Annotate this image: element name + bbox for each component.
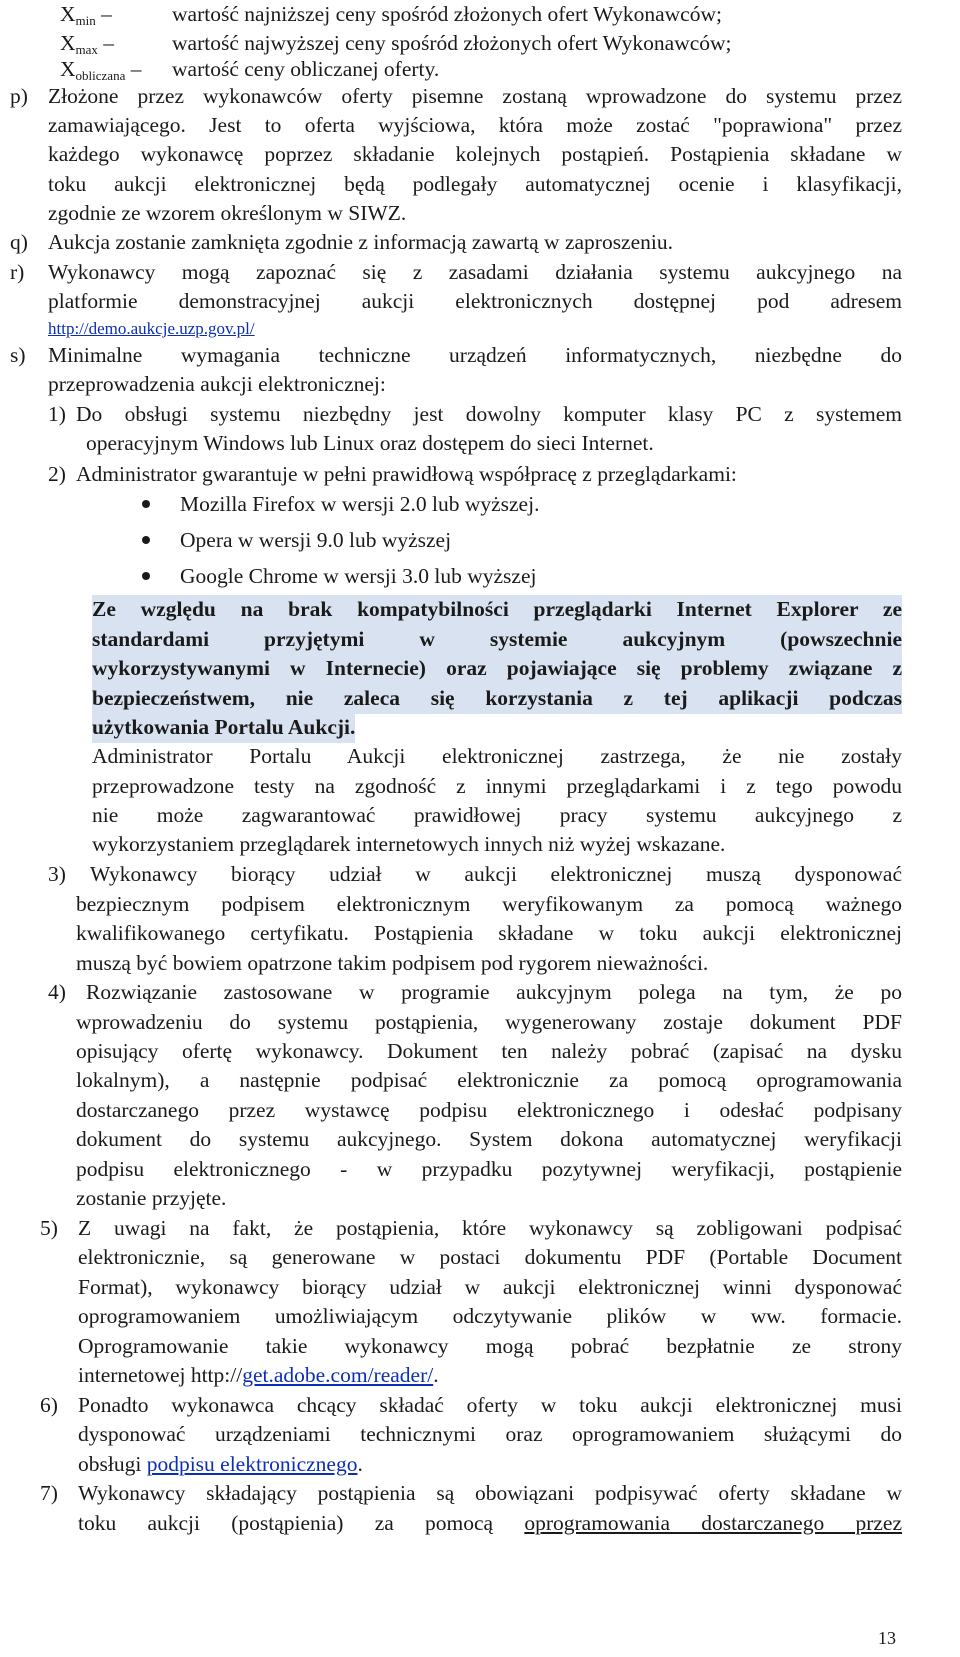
sub3-line: bezpiecznym podpisem elektronicznym weryfikowanym za pomocą ważnego [76, 892, 902, 916]
sub2-text: Administrator gwarantuje w pełni prawidłową współpracę z przeglądarkami: [76, 462, 737, 486]
sub4-line: podpisu elektronicznego - w przypadku pozytywnej weryfikacji, postąpienie [76, 1157, 902, 1181]
sub4-line: zostanie przyjęte. [76, 1186, 227, 1210]
admin-note-line: wykorzystaniem przeglądarek internetowych innych niż wyżej wskazane. [92, 832, 726, 856]
def-max-text: wartość najwyższej ceny spośród złożonych ofert Wykonawców; [172, 31, 732, 55]
sub4-line: dokument do systemu aukcyjnego. System dokona automatycznej weryfikacji [76, 1127, 902, 1151]
item-p-marker: p) [10, 84, 28, 108]
sub3-line: muszą być bowiem opatrzone takim podpisem pod rygorem nieważności. [76, 951, 709, 975]
ie-warning-line: standardami przyjętymi w systemie aukcyjnym (powszechnie [92, 625, 902, 655]
item-p-line: każdego wykonawcę poprzez składanie kolejnych postąpień. Postąpienia składane w [48, 142, 902, 166]
def-obliczana-text: wartość ceny obliczanej oferty. [172, 57, 440, 81]
sub5-last-line: internetowej http://get.adobe.com/reader/. [78, 1363, 439, 1387]
sub5-marker: 5) [40, 1216, 58, 1240]
sub5-line: Oprogramowanie takie wykonawcy mogą pobrać bezpłatnie ze strony [78, 1334, 902, 1358]
bullet-icon [142, 536, 150, 544]
sub7-marker: 7) [40, 1481, 58, 1505]
e-signature-link[interactable]: podpisu elektronicznego [146, 1452, 358, 1476]
admin-note-line: Administrator Portalu Aukcji elektronicznej zastrzega, że nie zostały [92, 744, 902, 768]
sub6-line: dysponować urządzeniami technicznymi oraz oprogramowaniem służącymi do [78, 1422, 902, 1446]
sub6-marker: 6) [40, 1393, 58, 1417]
sub1-line: Do obsługi systemu niezbędny jest dowolny komputer klasy PC z systemem [76, 402, 902, 426]
sub3-marker: 3) [48, 862, 66, 886]
ie-warning-line: użytkowania Portalu Aukcji. [92, 713, 355, 743]
sub7-line: Wykonawcy składający postąpienia są obowiązani podpisywać oferty składane w [78, 1481, 902, 1505]
ie-warning-line: Ze względu na brak kompatybilności przeglądarki Internet Explorer ze [92, 595, 902, 625]
item-p-line: toku aukcji elektronicznej będą podlegały automatycznej ocenie i klasyfikacji, [48, 172, 902, 196]
sub1-marker: 1) [48, 402, 66, 426]
admin-note-line: nie może zagwarantować prawidłowej pracy systemu aukcyjnego z [92, 803, 902, 827]
sub4-marker: 4) [48, 980, 66, 1004]
sub2-marker: 2) [48, 462, 66, 486]
item-s-line: przeprowadzenia aukcji elektronicznej: [48, 372, 386, 396]
def-min-symbol: $X_{min}$ – [60, 2, 112, 28]
sub5-line: Format), wykonawcy biorący udział w aukcji elektronicznej winni dysponować [78, 1275, 902, 1299]
item-q-text: Aukcja zostanie zamknięta zgodnie z informacją zawartą w zaproszeniu. [48, 230, 673, 254]
sub3-line: kwalifikowanego certyfikatu. Postąpienia składane w toku aukcji elektronicznej [76, 921, 902, 945]
item-s-marker: s) [10, 343, 26, 367]
sub4-line: dostarczanego przez wystawcę podpisu elektronicznego i odesłać podpisany [76, 1098, 902, 1122]
sub5-line: oprogramowaniem umożliwiającym odczytywanie plików w ww. formacie. [78, 1304, 902, 1328]
item-p-line: zgodnie ze wzorem określonym w SIWZ. [48, 201, 407, 225]
sub5-line: elektronicznie, są generowane w postaci dokumentu PDF (Portable Document [78, 1245, 902, 1269]
sub4-line: Rozwiązanie zastosowane w programie aukcyjnym polega na tym, że po [86, 980, 902, 1004]
sub4-line: wprowadzeniu do systemu postąpienia, wygenerowany zostaje dokument PDF [76, 1010, 902, 1034]
software-underlined-text: oprogramowania dostarczanego przez [524, 1511, 902, 1535]
sub4-line: opisujący ofertę wykonawcy. Dokument ten należy pobrać (zapisać na dysku [76, 1039, 902, 1063]
page-number: 13 [878, 1628, 896, 1648]
def-min-text: wartość najniższej ceny spośród złożonych ofert Wykonawców; [172, 2, 722, 26]
bullet-icon [142, 500, 150, 508]
def-obliczana-symbol: $X_{obliczana}$ – [60, 57, 142, 83]
item-r-line: Wykonawcy mogą zapoznać się z zasadami działania systemu aukcyjnego na [48, 260, 902, 284]
item-s-line: Minimalne wymagania techniczne urządzeń informatycznych, niezbędne do [48, 343, 902, 367]
bullet-icon [142, 572, 150, 580]
item-p-line: Złożone przez wykonawców oferty pisemne zostaną wprowadzone do systemu przez [48, 84, 902, 108]
sub1-line: operacyjnym Windows lub Linux oraz dostępem do sieci Internet. [86, 431, 654, 455]
ie-warning-line: bezpieczeństwem, nie zaleca się korzystania z tej aplikacji podczas [92, 684, 902, 714]
browser-item: Opera w wersji 9.0 lub wyższej [180, 528, 452, 552]
item-r-line: platformie demonstracyjnej aukcji elektronicznych dostępnej pod adresem [48, 289, 902, 313]
browser-item: Mozilla Firefox w wersji 2.0 lub wyższej. [180, 492, 540, 516]
sub6-last-line: obsługi podpisu elektronicznego. [78, 1452, 363, 1476]
admin-note-line: przeprowadzone testy na zgodność z innymi przeglądarkami i z tego powodu [92, 774, 902, 798]
item-r-marker: r) [10, 260, 25, 284]
sub3-line: Wykonawcy biorący udział w aukcji elektronicznej muszą dysponować [90, 862, 902, 886]
item-p-line: zamawiającego. Jest to oferta wyjściowa, która może zostać "poprawiona" przez [48, 113, 902, 137]
item-q-marker: q) [10, 230, 28, 254]
ie-warning-line: wykorzystywanymi w Internecie) oraz pojawiające się problemy związane z [92, 654, 902, 684]
adobe-reader-link[interactable]: get.adobe.com/reader/ [242, 1363, 434, 1387]
sub7-line: toku aukcji (postąpienia) za pomocą oprogramowania dostarczanego przez [78, 1511, 902, 1535]
sub5-line: Z uwagi na fakt, że postąpienia, które wykonawcy są zobligowani podpisać [78, 1216, 902, 1240]
browser-item: Google Chrome w wersji 3.0 lub wyższej [180, 564, 537, 588]
sub6-line: Ponadto wykonawca chcący składać oferty w toku aukcji elektronicznej musi [78, 1393, 902, 1417]
demo-auction-link[interactable]: http://demo.aukcje.uzp.gov.pl/ [48, 319, 255, 338]
sub4-line: lokalnym), a następnie podpisać elektronicznie za pomocą oprogramowania [76, 1068, 902, 1092]
def-max-symbol: $X_{max}$ – [60, 31, 115, 57]
